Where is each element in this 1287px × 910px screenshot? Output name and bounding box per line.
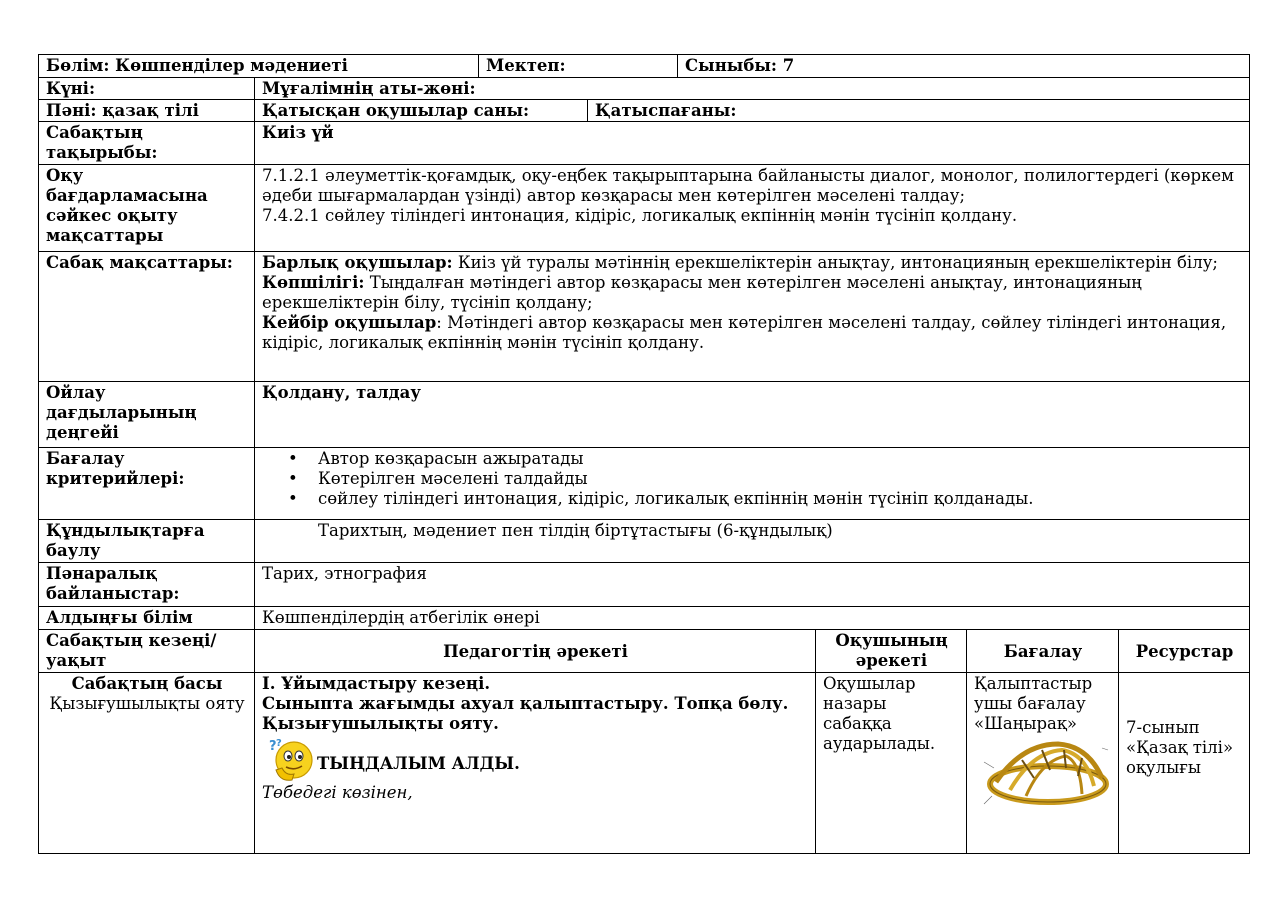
student-activity-header: Оқушының әрекеті xyxy=(816,630,967,673)
student-activity-cell: Оқушылар назары сабаққа аударылады. xyxy=(816,673,967,854)
goal-some-text: : Мәтіндегі автор көзқарасы мен көтерілген мәселені талдау, сөйлеу тіліндегі интонация, кідіріс, логикалық екпіннің мәнін түсініп қолдану. xyxy=(262,313,1227,352)
stage-header: Сабақтың кезеңі/ уақыт xyxy=(39,630,255,673)
stage-title: Сабақтың басы xyxy=(71,674,223,693)
goal-all-text: Киіз үй туралы мәтіннің ерекшеліктерін анықтау, интонацияның ерекшеліктерін білу; xyxy=(452,253,1218,272)
resources-header: Ресурстар xyxy=(1119,630,1250,673)
stage-cell xyxy=(39,673,255,854)
lesson-goals-value xyxy=(255,252,1250,382)
values-label: Құндылықтарға баулу xyxy=(39,520,255,563)
resources-cell xyxy=(1119,673,1250,854)
criteria-list xyxy=(262,449,1243,509)
plan-table xyxy=(38,121,1250,854)
thinking-value: Қолдану, талдау xyxy=(255,382,1250,448)
school-cell: Мектеп: xyxy=(479,55,678,78)
goal-some-label: Кейбір оқушылар xyxy=(262,313,437,332)
criteria-item: • Көтерілген мәселені талдайды xyxy=(318,469,1243,489)
values-value xyxy=(255,520,1250,563)
date-cell: Күні: xyxy=(39,78,255,100)
crosscurricular-value: Тарих, этнография xyxy=(255,563,1250,607)
listening-block xyxy=(262,734,809,773)
lesson-plan xyxy=(38,54,1249,854)
goal-all-label: Барлық оқушылар: xyxy=(262,253,453,272)
goal-all xyxy=(262,253,1243,273)
assessment-cell xyxy=(967,673,1119,854)
resources-text: 7-сынып «Қазақ тілі» оқулығы xyxy=(1126,718,1234,777)
criteria-label: Бағалау критерийлері: xyxy=(39,448,255,520)
attended-cell: Қатысқан оқушылар саны: xyxy=(255,100,588,122)
criteria-item: • сөйлеу тіліндегі интонация, кідіріс, логикалық екпіннің мәнін түсініп қолданады. xyxy=(318,489,1243,509)
section-cell: Бөлім: Көшпенділер мәдениеті xyxy=(39,55,479,78)
thinking-label: Ойлау дағдыларының деңгейі xyxy=(39,382,255,448)
prior-knowledge-label: Алдыңғы білім xyxy=(39,607,255,630)
teacher-activity-header: Педагогтің әрекеті xyxy=(255,630,816,673)
goal-some xyxy=(262,313,1243,353)
grade-cell: Сыныбы: 7 xyxy=(678,55,1250,78)
objective-2: 7.4.2.1 сөйлеу тіліндегі интонация, кідіріс, логикалық екпіннің мәнін түсініп қолдану. xyxy=(262,206,1018,225)
subject-cell: Пәні: қазақ тілі xyxy=(39,100,255,122)
teacher-name-cell: Мұғалімнің аты-жөні: xyxy=(255,78,1250,100)
svg-text:?: ? xyxy=(276,738,282,749)
teacher-activity-cell xyxy=(255,673,816,854)
objective-1: 7.1.2.1 әлеуметтік-қоғамдық, оқу-еңбек тақырыптарына байланысты диалог, монолог, полилогтердегі (көркем әдеби шығармалардан үзінді) автор көзқарасы мен көтерілген мәселені талдау; xyxy=(262,166,1235,205)
assessment-text: Қалыптастыр ушы бағалау «Шаңырақ» xyxy=(974,674,1093,733)
lesson-goals-label: Сабақ мақсаттары: xyxy=(39,252,255,382)
listening-title: ТЫҢДАЛЫМ АЛДЫ. xyxy=(317,754,520,773)
absent-cell: Қатыспағаны: xyxy=(588,100,1250,122)
assessment-header: Бағалау xyxy=(967,630,1119,673)
thinking-emoji-icon xyxy=(268,736,316,788)
objectives-value xyxy=(255,165,1250,252)
shanyrak-image-icon xyxy=(982,738,1112,808)
values-text: Тарихтың, мәдениет пен тілдің біртұтастығы (6-құндылық) xyxy=(318,521,833,540)
goal-most xyxy=(262,273,1243,313)
goal-most-label: Көпшілігі: xyxy=(262,273,365,292)
topic-label: Сабақтың тақырыбы: xyxy=(39,122,255,165)
org-stage: І. Ұйымдастыру кезеңі. xyxy=(262,674,491,693)
crosscurricular-label: Пәнаралық байланыстар: xyxy=(39,563,255,607)
criteria-value xyxy=(255,448,1250,520)
svg-text:?: ? xyxy=(269,739,277,754)
interest-awaken: Қызығушылықты ояту. xyxy=(262,714,499,733)
positive-atmosphere: Сыныпта жағымды ахуал қалыптастыру. Топқа бөлу. xyxy=(262,694,789,713)
objectives-label: Оқу бағдарламасына сәйкес оқыту мақсаттары xyxy=(39,165,255,252)
criteria-item: • Автор көзқарасын ажыратады xyxy=(318,449,1243,469)
poem-line: Төбедегі көзінен, xyxy=(262,783,413,802)
stage-subtitle: Қызығушылықты ояту xyxy=(49,694,245,713)
topic-value: Киіз үй xyxy=(255,122,1250,165)
goal-most-text: Тыңдалған мәтіндегі автор көзқарасы мен көтерілген мәселені анықтау, интонацияның ерекшеліктерін білу, түсініп қолдану; xyxy=(262,273,1142,312)
prior-knowledge-value: Көшпенділердің атбегілік өнері xyxy=(255,607,1250,630)
header-table xyxy=(38,54,1250,122)
